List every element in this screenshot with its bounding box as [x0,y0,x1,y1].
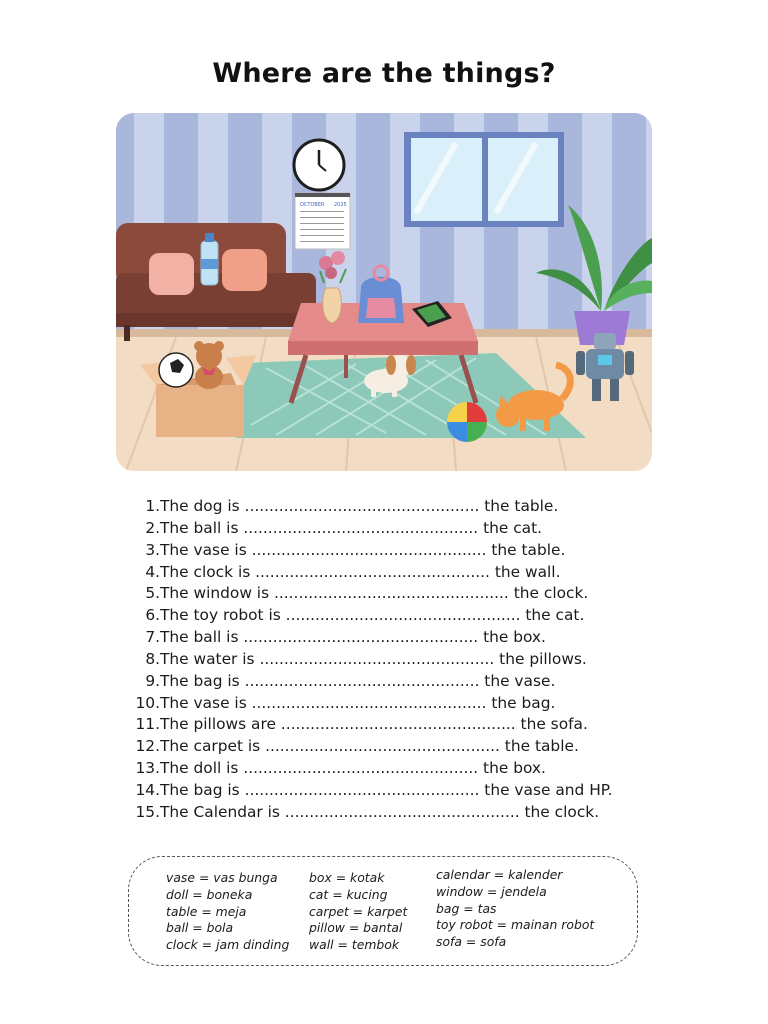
vocabulary-item: bag = tas [436,900,497,916]
vocabulary-column [436,867,594,951]
clock-icon [294,140,344,190]
vocabulary-box [128,856,638,966]
calendar-icon [295,193,350,249]
question-item: 1. The dog is ................................................ the table. [145,497,559,515]
question-list [134,496,654,824]
vocabulary-item: box = kotak [309,870,385,885]
question-item: 11. The pillows are ................................................ the sofa. [135,715,588,734]
question-item: 8. The water is ................................................ the pillows. [145,649,587,668]
svg-text:OCTOBER: OCTOBER [300,202,325,208]
question-item: 15. The Calendar is ................................................ the clock. [135,802,600,821]
vocabulary-item: carpet = karpet [309,903,408,919]
question-item: 7. The ball is ................................................ the box. [145,628,546,647]
room-illustration [116,113,652,471]
worksheet-title: Where are the things? [212,58,556,89]
vocabulary-item: clock = jam dinding [166,937,290,953]
vocabulary-item: sofa = sofa [436,934,507,950]
vocabulary-item: table = meja [166,903,247,919]
question-item: 13. The doll is ................................................ the box. [135,759,546,778]
ball-icon [447,402,487,442]
question-item: 12. The carpet is ................................................ the table. [135,737,579,756]
vocabulary-item: pillow = bantal [309,920,403,936]
question-item: 3. The vase is ................................................ the table. [145,540,566,559]
question-item: 9. The bag is ................................................ the vase. [145,671,556,690]
question-item: 10. The vase is ................................................ the bag. [135,693,556,712]
vocabulary-item: toy robot = mainan robot [436,917,595,933]
vocabulary-item: doll = boneka [166,886,253,902]
window-icon [404,132,564,227]
vocabulary-column [309,870,407,954]
svg-text:2025: 2025 [334,202,347,208]
vocabulary-item: vase = vas bunga [166,870,278,885]
question-item: 4. The clock is ................................................ the wall. [145,562,561,581]
ball-icon [159,353,193,387]
vocabulary-item: calendar = kalender [436,867,563,882]
vocabulary-item: wall = tembok [309,937,400,953]
water-bottle-icon [201,233,218,285]
vocabulary-item: ball = bola [166,920,234,936]
question-item: 6. The toy robot is ................................................ the cat. [145,606,585,625]
vocabulary-item: window = jendela [436,883,547,899]
question-item: 2. The ball is ................................................ the cat. [145,518,543,537]
vocabulary-item: cat = kucing [309,886,388,902]
vocabulary-column [166,870,289,954]
question-item: 14. The bag is ................................................ the vase and HP. [135,780,613,799]
question-item: 5. The window is ................................................ the clock. [145,584,589,603]
